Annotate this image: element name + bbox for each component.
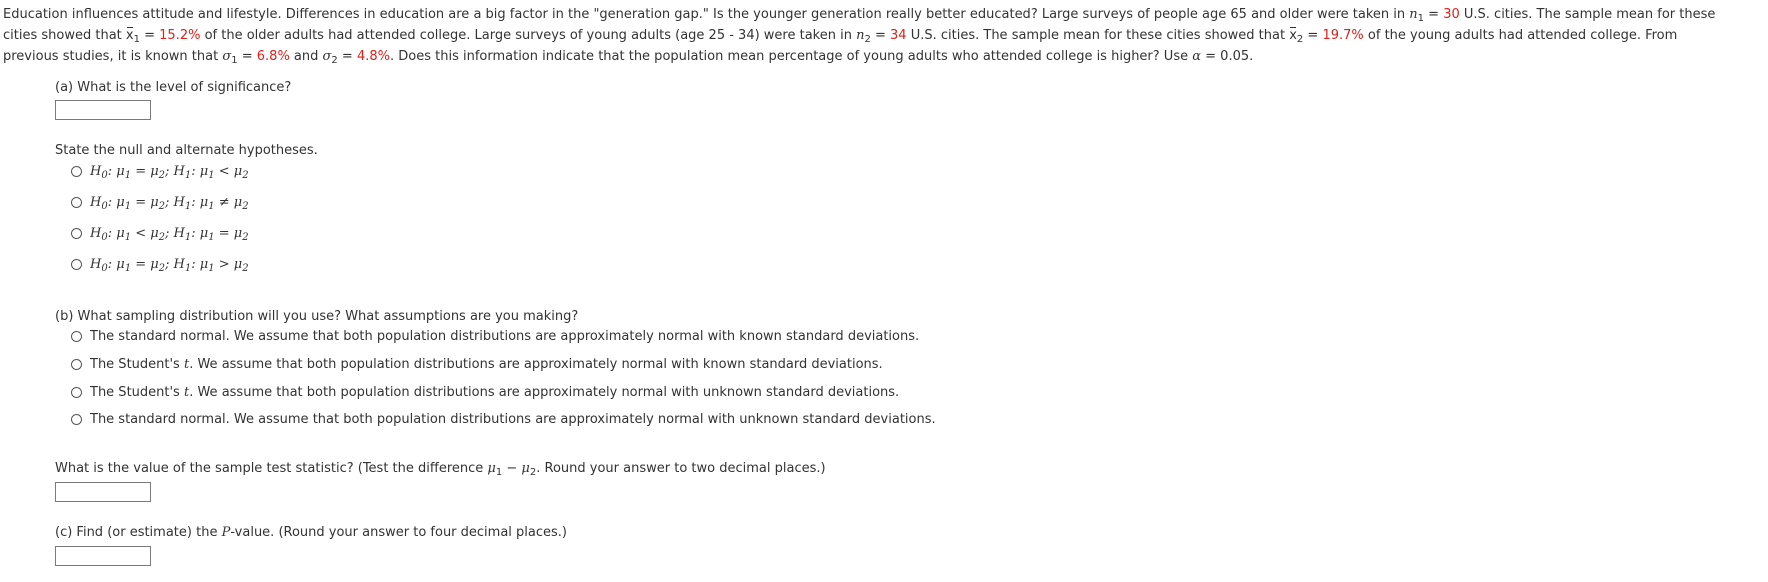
radio-button[interactable] bbox=[71, 331, 82, 342]
sigma1-value: 6.8% bbox=[256, 49, 290, 64]
alpha-value: = 0.05. bbox=[1201, 49, 1254, 64]
x2-bar-symbol: x bbox=[1289, 25, 1297, 46]
sigma2-subscript: 2 bbox=[331, 55, 338, 66]
radio-button[interactable] bbox=[71, 359, 82, 370]
equals: = bbox=[237, 49, 257, 64]
distribution-option-3[interactable] bbox=[71, 385, 899, 400]
problem-text: previous studies, it is known that bbox=[3, 49, 223, 64]
problem-text: U.S. cities. The sample mean for these cities showed that bbox=[906, 28, 1290, 43]
test-statistic-question: What is the value of the sample test statistic? (Test the difference $\mu_1 - \mu_2$. Round your answer to two decimal places.) bbox=[55, 461, 826, 478]
n2-subscript: 2 bbox=[864, 34, 871, 45]
x1-bar-symbol: x bbox=[126, 25, 134, 46]
radio-button[interactable] bbox=[71, 259, 82, 270]
hypothesis-text: $H_0$: $\mu_1 = \mu_2$; $H_1$: $\mu_1 \ne \mu_2$ bbox=[90, 195, 249, 212]
hypothesis-text: $H_0$: $\mu_1 < \mu_2$; $H_1$: $\mu_1 = \mu_2$ bbox=[90, 226, 249, 243]
distribution-option-4[interactable] bbox=[71, 412, 936, 427]
radio-button[interactable] bbox=[71, 387, 82, 398]
n2-value: 34 bbox=[890, 28, 907, 43]
distribution-option-text: The Student's t. We assume that both population distributions are approximately normal with unknown standard deviations. bbox=[90, 385, 900, 400]
distribution-option-1[interactable] bbox=[71, 329, 919, 344]
equals: = bbox=[337, 49, 357, 64]
x1-subscript: 1 bbox=[133, 34, 140, 45]
p-value-input[interactable] bbox=[55, 546, 151, 566]
hypothesis-option-4[interactable] bbox=[71, 257, 249, 272]
equals: = bbox=[1424, 7, 1444, 22]
problem-text: and bbox=[289, 49, 323, 64]
significance-level-input[interactable] bbox=[55, 100, 151, 120]
equals: = bbox=[870, 28, 891, 43]
x1-value: 15.2% bbox=[159, 28, 201, 43]
problem-line-3 bbox=[3, 46, 1765, 67]
distribution-option-text: The standard normal. We assume that both population distributions are approximately normal with unknown standard deviations. bbox=[90, 412, 936, 427]
sigma2-symbol: σ bbox=[322, 49, 332, 64]
problem-statement bbox=[3, 4, 1765, 67]
sigma1-subscript: 1 bbox=[231, 55, 238, 66]
x2-subscript: 2 bbox=[1296, 34, 1304, 45]
sigma1-symbol: σ bbox=[222, 49, 232, 64]
part-a-question: (a) What is the level of significance? bbox=[55, 80, 292, 95]
hypothesis-text: $H_0$: $\mu_1 = \mu_2$; $H_1$: $\mu_1 > \mu_2$ bbox=[90, 257, 249, 274]
sigma2-value: 4.8% bbox=[356, 49, 390, 64]
part-b-question: (b) What sampling distribution will you use? What assumptions are you making? bbox=[55, 309, 579, 324]
problem-text: cities showed that bbox=[3, 28, 126, 43]
hypothesis-option-1[interactable] bbox=[71, 164, 249, 179]
problem-text: of the young adults had attended college. From bbox=[1363, 28, 1678, 43]
n1-subscript: 1 bbox=[1417, 13, 1425, 24]
hypothesis-option-3[interactable] bbox=[71, 226, 249, 241]
hypothesis-text: $H_0$: $\mu_1 = \mu_2$; $H_1$: $\mu_1 < \mu_2$ bbox=[90, 164, 249, 181]
hypotheses-prompt: State the null and alternate hypotheses. bbox=[55, 143, 318, 158]
radio-button[interactable] bbox=[71, 197, 82, 208]
radio-button[interactable] bbox=[71, 414, 82, 425]
problem-text: . Does this information indicate that the population mean percentage of young adults who attended college is higher? Use bbox=[389, 49, 1193, 64]
radio-button[interactable] bbox=[71, 228, 82, 239]
distribution-option-text: The standard normal. We assume that both population distributions are approximately normal with known standard deviations. bbox=[90, 329, 920, 344]
alpha-symbol: α bbox=[1192, 49, 1202, 64]
distribution-option-text: The Student's t. We assume that both population distributions are approximately normal with known standard deviations. bbox=[90, 357, 883, 372]
equals: = bbox=[1303, 28, 1323, 43]
distribution-option-2[interactable] bbox=[71, 357, 883, 372]
problem-text: U.S. cities. The sample mean for these bbox=[1459, 7, 1716, 22]
test-statistic-input[interactable] bbox=[55, 482, 151, 502]
part-c-question: (c) Find (or estimate) the P-value. (Round your answer to four decimal places.) bbox=[55, 525, 567, 540]
problem-text: Education influences attitude and lifestyle. Differences in education are a big factor in the "generation gap." Is the younger generation really better educated? Large surveys of people age 65 and older were taken in bbox=[3, 7, 1410, 22]
n1-symbol: n bbox=[1409, 7, 1418, 22]
problem-line-1 bbox=[3, 4, 1765, 25]
equals: = bbox=[139, 28, 160, 43]
n2-symbol: n bbox=[856, 28, 865, 43]
x2-value: 19.7% bbox=[1322, 28, 1364, 43]
problem-line-2 bbox=[3, 25, 1765, 46]
n1-value: 30 bbox=[1443, 7, 1460, 22]
hypothesis-option-2[interactable] bbox=[71, 195, 249, 210]
radio-button[interactable] bbox=[71, 166, 82, 177]
problem-text: of the older adults had attended college. Large surveys of young adults (age 25 - 34) were taken in bbox=[200, 28, 857, 43]
